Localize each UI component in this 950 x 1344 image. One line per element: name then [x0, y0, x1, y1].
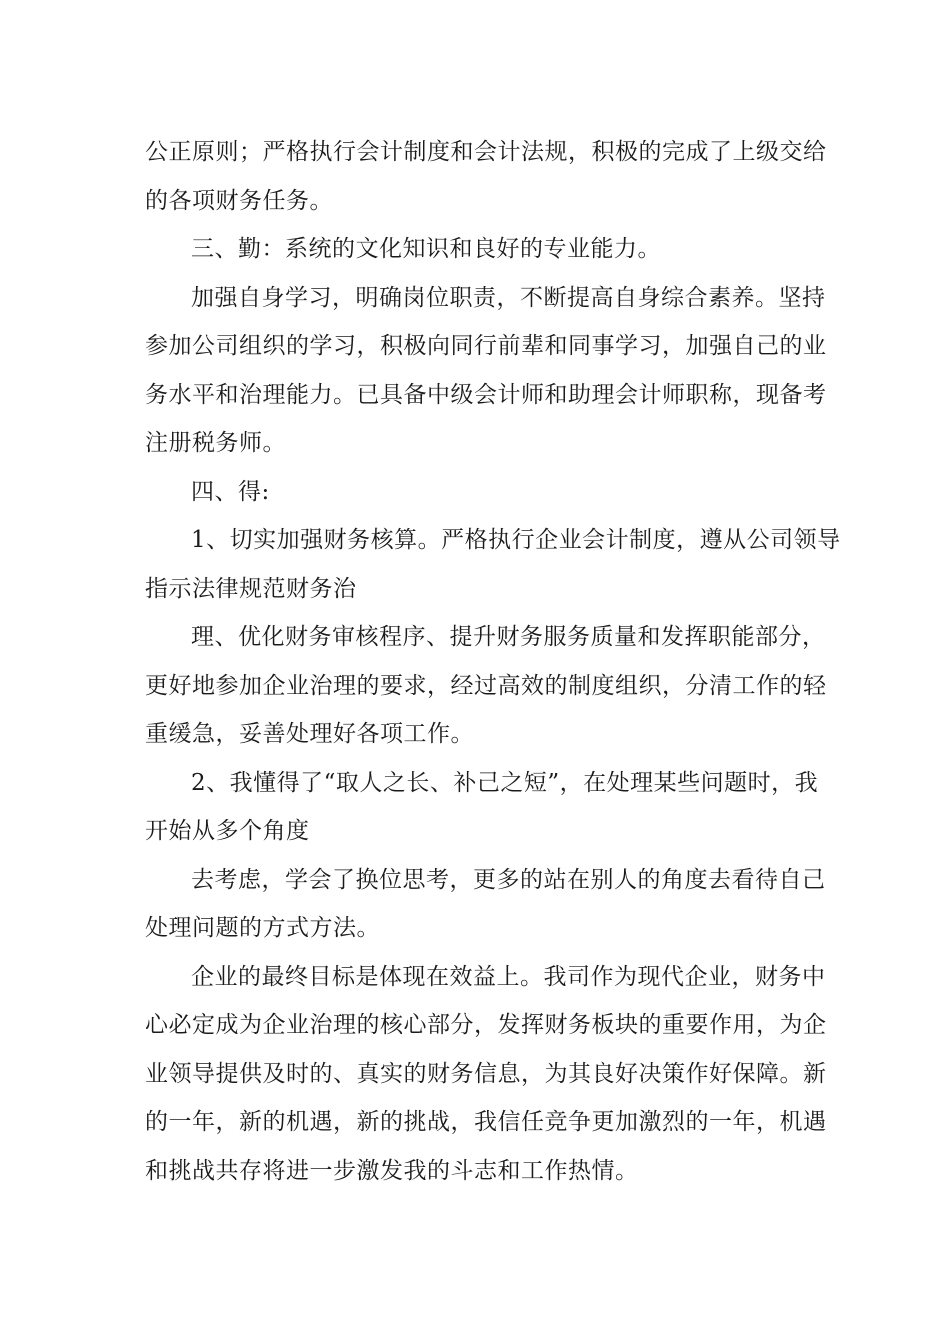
- text-line: 更好地参加企业治理的要求，经过高效的制度组织，分清工作的轻: [145, 672, 827, 699]
- section-heading: 三、勤：系统的文化知识和良好的专业能力。: [191, 236, 661, 262]
- text-line: 处理问题的方式方法。: [145, 915, 380, 941]
- text-line: 公正原则；严格执行会计制度和会计法规，积极的完成了上级交给: [145, 139, 827, 165]
- text-line: 重缓急，妥善处理好各项工作。: [145, 721, 474, 747]
- text-line: 1、切实加强财务核算。严格执行企业会计制度，遵从公司领导: [191, 527, 841, 553]
- text-line: 的各项财务任务。: [145, 187, 333, 214]
- document-body: [145, 128, 841, 1195]
- text-line: 去考虑，学会了换位思考，更多的站在别人的角度去看待自己: [191, 866, 826, 893]
- text-line: 和挑战共存将进一步激发我的斗志和工作热情。: [145, 1157, 639, 1184]
- text-line: 参加公司组织的学习，积极向同行前辈和同事学习，加强自己的业: [145, 333, 827, 359]
- text-line: 加强自身学习，明确岗位职责，不断提高自身综合素养。坚持: [191, 284, 826, 311]
- text-line: 开始从多个角度: [145, 818, 310, 844]
- text-line: 2、我懂得了“取人之长、补己之短”，在处理某些问题时，我: [191, 769, 819, 796]
- text-line: 的一年，新的机遇，新的挑战，我信任竞争更加激烈的一年，机遇: [145, 1109, 827, 1135]
- text-line: 心必定成为企业治理的核心部分，发挥财务板块的重要作用，为企: [145, 1012, 827, 1038]
- text-line: 务水平和治理能力。已具备中级会计师和助理会计师职称，现备考: [145, 381, 827, 408]
- text-line: 注册税务师。: [145, 430, 286, 456]
- text-line: 指示法律规范财务治: [145, 575, 357, 602]
- text-line: 企业的最终目标是体现在效益上。我司作为现代企业，财务中: [191, 963, 826, 990]
- text-line: 理、优化财务审核程序、提升财务服务质量和发挥职能部分，: [191, 624, 826, 650]
- section-heading: 四、得:: [191, 478, 270, 505]
- text-line: 业领导提供及时的、真实的财务信息，为其良好决策作好保障。新: [145, 1060, 827, 1087]
